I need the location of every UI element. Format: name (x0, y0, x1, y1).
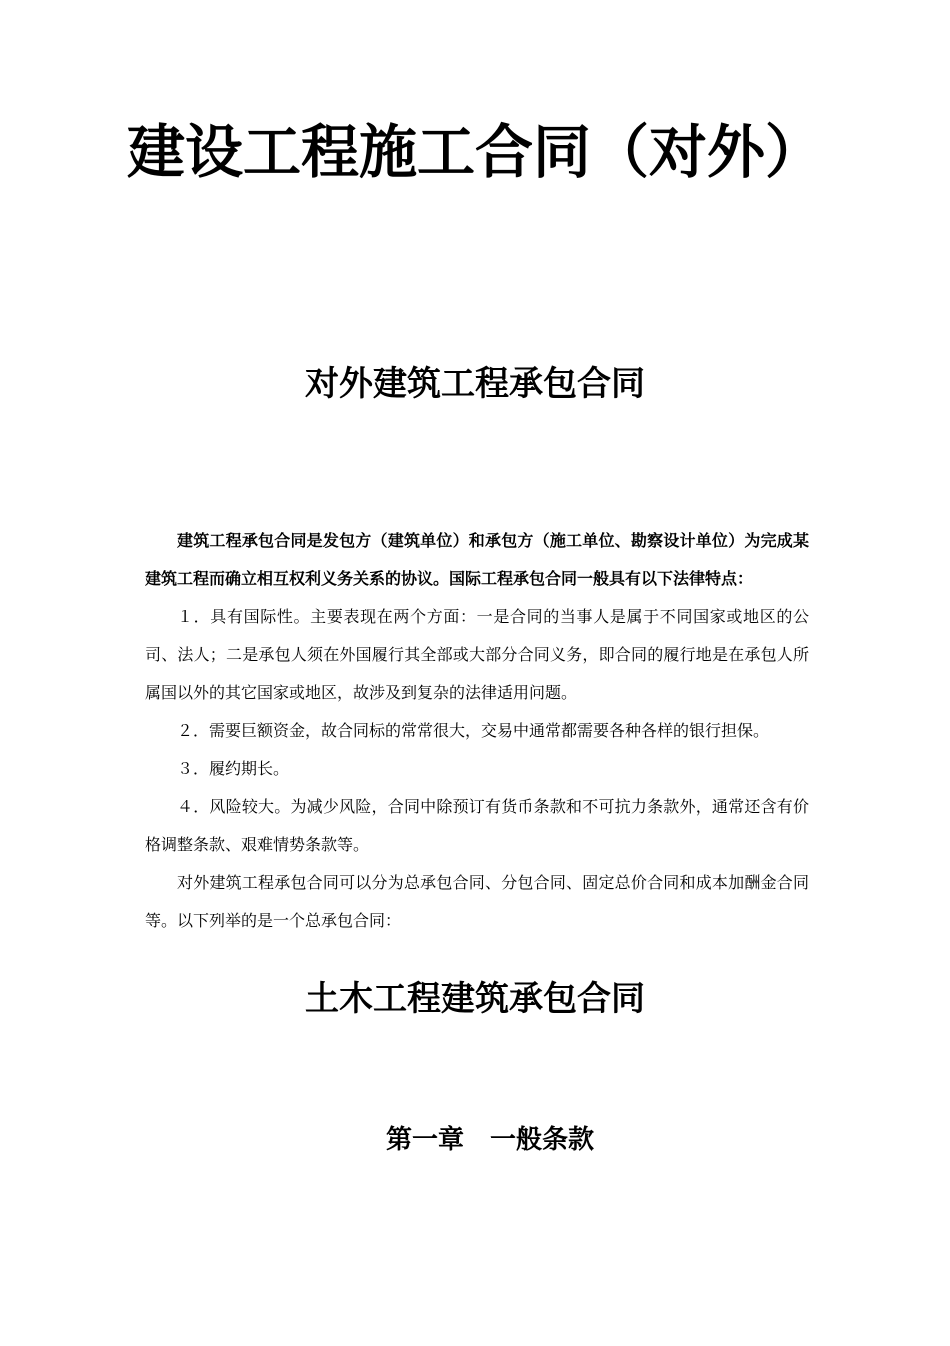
paragraph-item-1: １．具有国际性。主要表现在两个方面：一是合同的当事人是属于不同国家或地区的公司、法人；二是承包人须在外国履行其全部或大部分合同义务，即合同的履行地是在承包人所属国以外的其它国家或地区，故涉及到复杂的法律适用问题。 (145, 607, 809, 702)
main-title: 建设工程施工合同（对外） (126, 118, 823, 186)
paragraph-summary: 对外建筑工程承包合同可以分为总承包合同、分包合同、固定总价合同和成本加酬金合同等。以下列举的是一个总承包合同： (145, 873, 809, 930)
subtitle: 对外建筑工程承包合同 (305, 364, 645, 404)
body-text (145, 522, 809, 940)
paragraph-item-2: ２．需要巨额资金，故合同标的常常很大，交易中通常都需要各种各样的银行担保。 (177, 721, 770, 740)
paragraph-item-4: ４．风险较大。为减少风险，合同中除预订有货币条款和不可抗力条款外，通常还含有价格调整条款、艰难情势条款等。 (145, 797, 809, 854)
paragraph-intro: 建筑工程承包合同是发包方（建筑单位）和承包方（施工单位、勘察设计单位）为完成某建筑工程而确立相互权利义务关系的协议。国际工程承包合同一般具有以下法律特点： (145, 531, 809, 588)
paragraph-item-3: ３．履约期长。 (177, 759, 290, 778)
section-title: 土木工程建筑承包合同 (305, 979, 645, 1019)
chapter-title: 第一章 一般条款 (385, 1125, 594, 1155)
